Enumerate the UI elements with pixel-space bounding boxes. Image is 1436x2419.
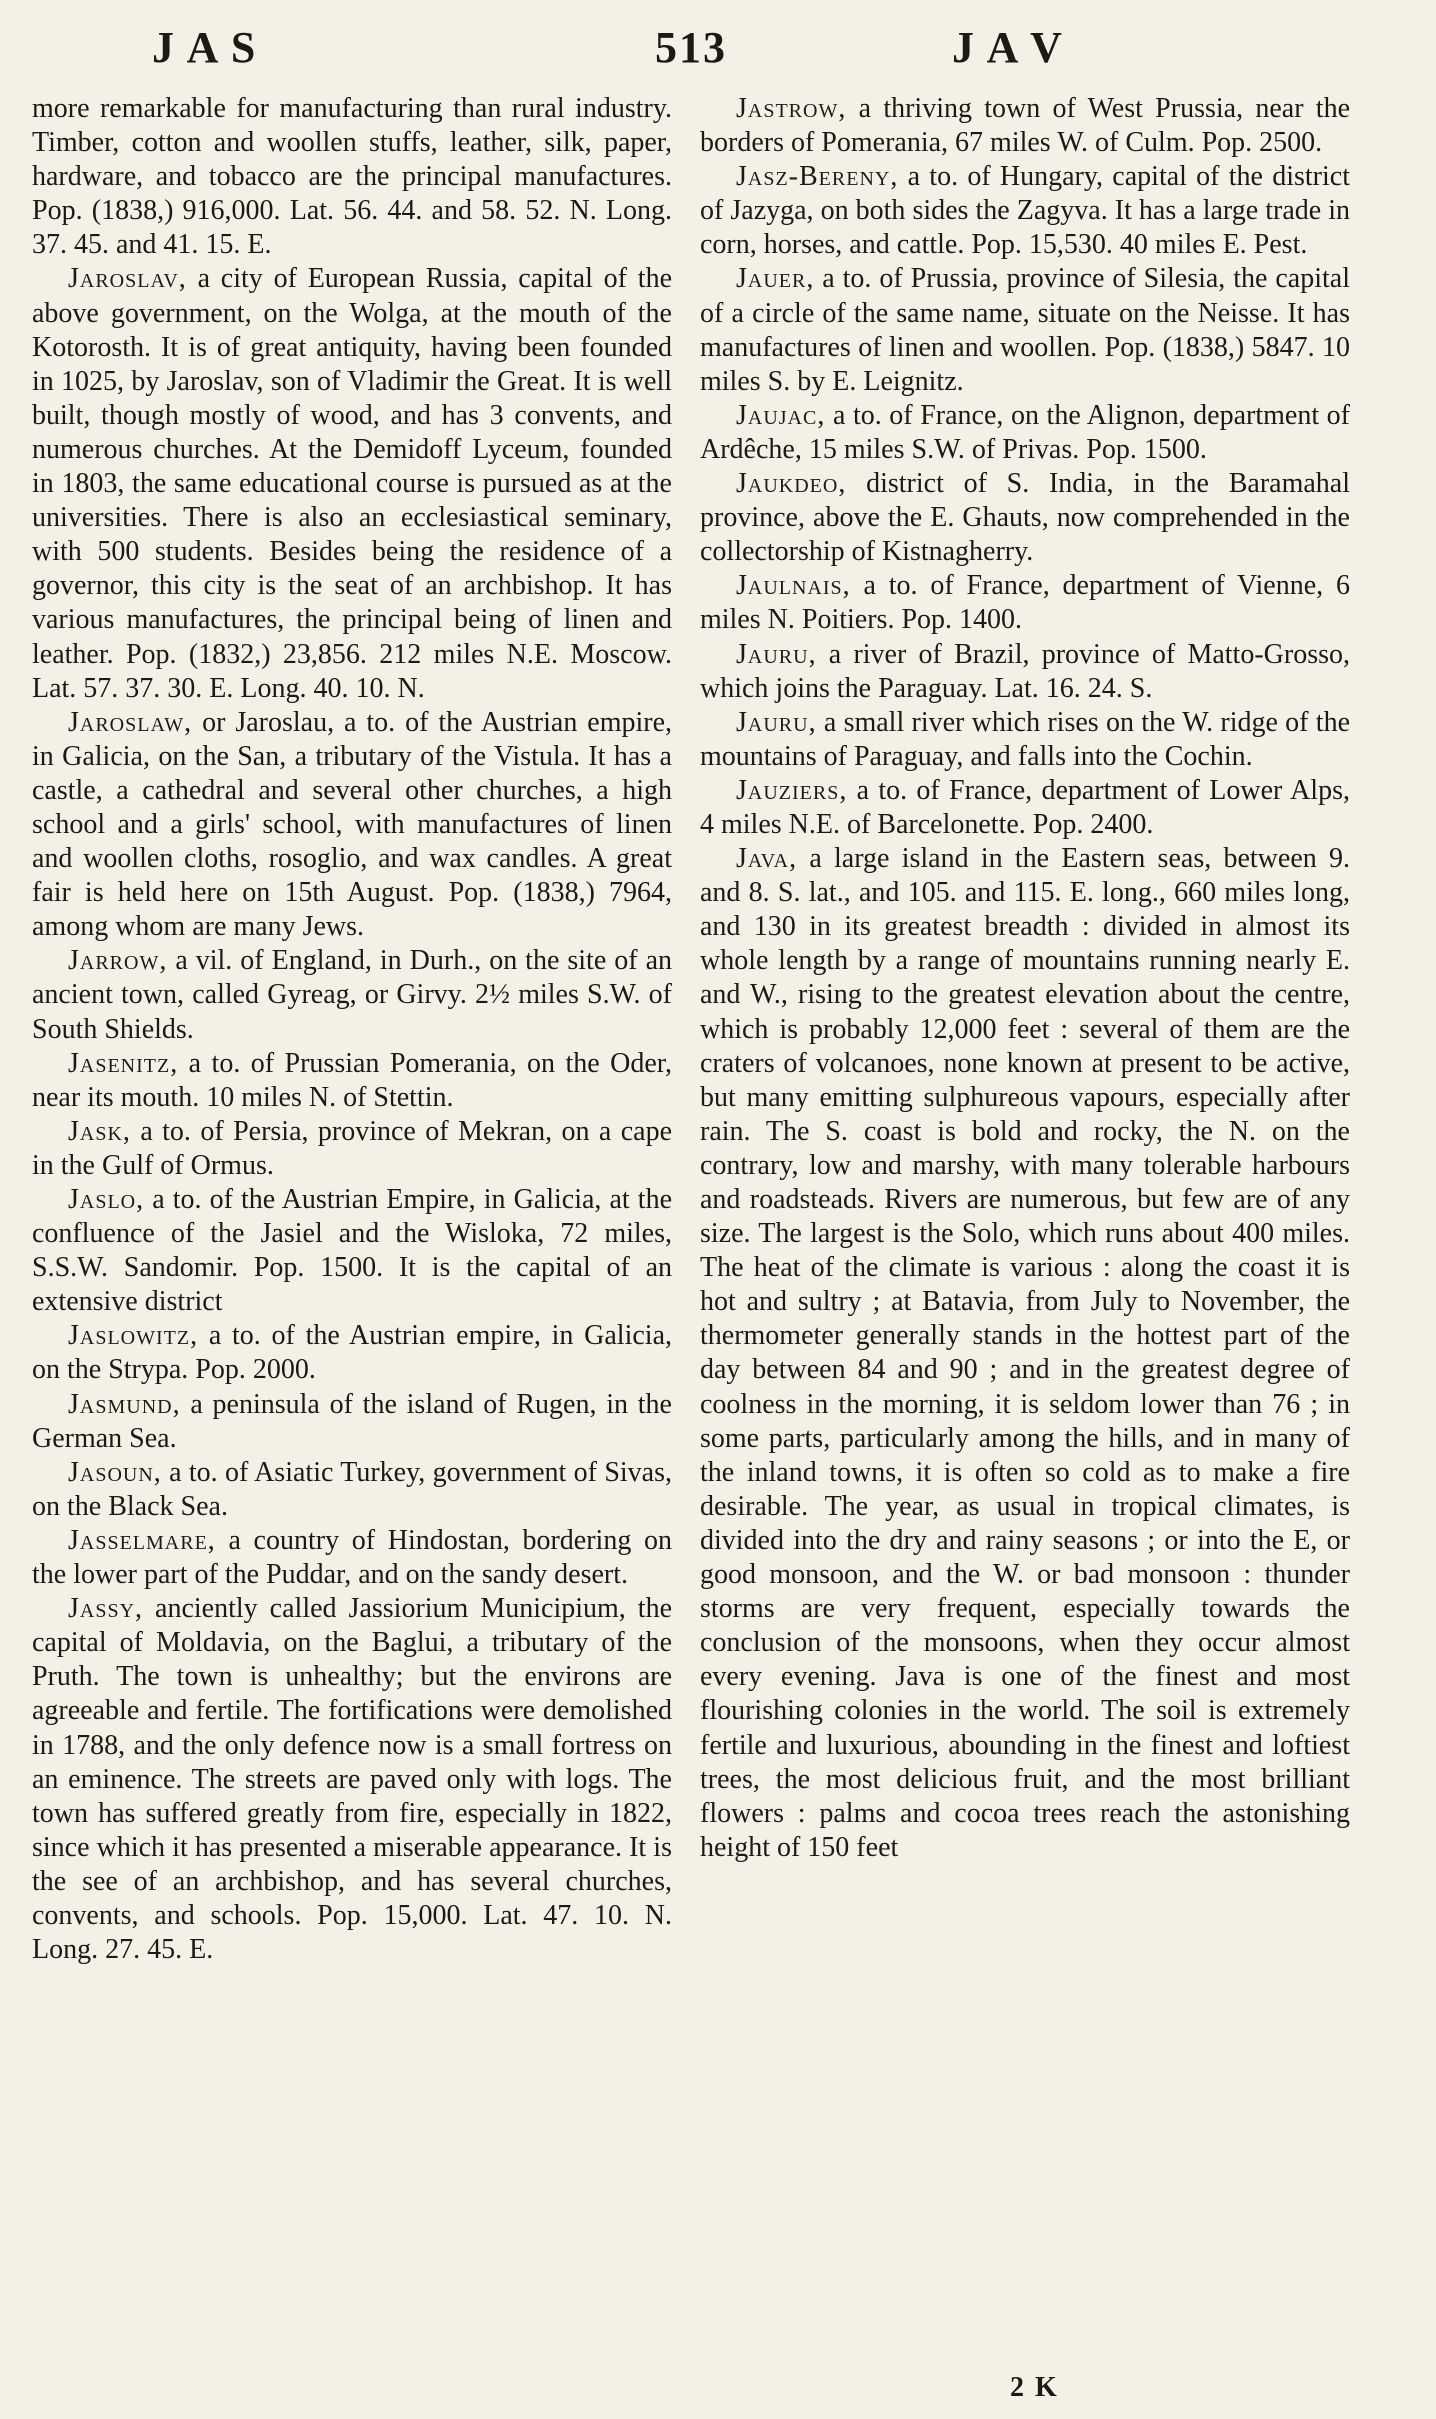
entry-headword: Jauziers, [736, 774, 848, 806]
entry-headword: Jaslowitz, [68, 1320, 199, 1352]
entry-text: a to. of Persia, province of Mekran, on a cape in the Gulf of Ormus. [32, 1115, 672, 1181]
entry-headword: Jauru, [736, 638, 817, 670]
dictionary-entry [700, 842, 1350, 1865]
running-header [0, 22, 1436, 82]
page-number: 513 [655, 23, 727, 72]
header-left: J A S [152, 23, 258, 72]
dictionary-entry [32, 262, 672, 705]
entry-text: a large island in the Eastern seas, between 9. and 8. S. lat., and 105. and 115. E. long., 660 miles long, and 130 in its greatest breadth : divided in almost its whole length by a range of mountains running nearly E. and W., rising to the greatest elevation about the centre, which is probably 12,000 feet : several of them are the craters of volcanoes, none known at present to be active, but many emitting sulphureous vapours, especially after rain. The S. coast is bold and rocky, the N. on the contrary, low and marshy, with many tolerable harbours and roadsteads. Rivers are numerous, but few are of any size. The largest is the Solo, which runs about 400 miles. The heat of the climate is various : along the coast it is hot and sultry ; at Batavia, from July to November, the thermometer generally stands in the hottest part of the day between 84 and 90 ; and in the greatest degree of coolness in the morning, it is seldom lower than 76 ; in some parts, particularly among the hills, and in many of the inland towns, it is often so cold as to make a fire desirable. The year, as usual in tropical climates, is divided into the dry and rainy seasons ; or into the E, or good monsoon, and the W. or bad monsoon : thunder storms are very frequent, especially towards the conclusion of the monsoons, when they occur almost every evening. Java is one of the finest and most flourishing colonies in the world. The soil is extremely fertile and luxurious, abounding in the finest and loftiest trees, the most delicious fruit, and the most brilliant flowers : palms and cocoa trees reach the astonishing height of 150 feet [700, 843, 1350, 1863]
entry-headword: Jasz-Bereny, [736, 161, 899, 193]
left-column [32, 92, 672, 2352]
dictionary-entry [32, 1115, 672, 1183]
entry-text: a peninsula of the island of Rugen, in the German Sea. [32, 1388, 672, 1454]
entry-text: a river of Brazil, province of Matto-Grosso, which joins the Paraguay. Lat. 16. 24. S. [700, 638, 1350, 704]
entry-text: a country of Hindostan, bordering on the lower part of the Puddar, and on the sandy desert. [32, 1524, 672, 1591]
entry-text: anciently called Jassiorium Municipium, the capital of Moldavia, on the Baglui, a tributary of the Pruth. The town is unhealthy; but the environs are agreeable and fertile. The fortifications were demolished in 1788, and the only defence now is a small fortress on an eminence. The streets are paved only with logs. The town has suffered greatly from fire, especially in 1822, since which it has presented a miserable appearance. It is the see of an archbishop, and has several churches, convents, and schools. Pop. 15,000. Lat. 47. 10. N. Long. 27. 45. E. [32, 1593, 672, 1966]
entry-headword: Jaroslaw, [68, 706, 193, 738]
signature-mark: 2 K [1010, 2372, 1059, 2403]
dictionary-entry [700, 160, 1350, 262]
right-column [700, 92, 1350, 2352]
entry-headword: Jassy, [68, 1593, 144, 1625]
entry-headword: Java, [736, 843, 798, 875]
entry-text: or Jaroslau, a to. of the Austrian empire, in Galicia, on the San, a tributary of the Vistula. It has a castle, a cathedral and several other churches, a high school and a girls' school, with manufactures of linen and woollen cloths, rosoglio, and wax candles. A great fair is held here on 15th August. Pop. (1838,) 7964, among whom are many Jews. [32, 706, 672, 943]
dictionary-entry [32, 1388, 672, 1456]
entry-text: a to. of France, department of Vienne, 6 miles N. Poitiers. Pop. 1400. [700, 570, 1350, 636]
entry-text: a small river which rises on the W. ridge of the mountains of Paraguay, and falls into the Cochin. [700, 706, 1350, 772]
dictionary-entry [32, 1047, 672, 1115]
dictionary-entry [700, 262, 1350, 398]
entry-headword: Jarrow, [68, 945, 168, 977]
dictionary-entry [32, 92, 672, 262]
dictionary-entry [32, 1524, 672, 1592]
entry-text: district of S. India, in the Baramahal province, above the E. Ghauts, now comprehended in the collectorship of Kistnagherry. [700, 468, 1350, 568]
entry-text: a to. of Prussian Pomerania, on the Oder, near its mouth. 10 miles N. of Stettin. [32, 1047, 672, 1113]
entry-text: a to. of France, department of Lower Alps, 4 miles N.E. of Barcelonette. Pop. 2400. [700, 774, 1350, 840]
entry-text: more remarkable for manufacturing than rural industry. Timber, cotton and woollen stuffs, leather, silk, paper, hardware, and tobacco are the principal manufactures. Pop. (1838,) 916,000. Lat. 56. 44. and 58. 52. N. Long. 37. 45. and 41. 15. E. [32, 93, 672, 261]
dictionary-entry [32, 944, 672, 1046]
entry-text: a to. of the Austrian empire, in Galicia, on the Strypa. Pop. 2000. [32, 1320, 672, 1386]
entry-headword: Jasselmare, [68, 1524, 216, 1556]
entry-text: a thriving town of West Prussia, near the borders of Pomerania, 67 miles W. of Culm. Pop. 2500. [700, 93, 1350, 159]
dictionary-entry [32, 1183, 672, 1319]
entry-headword: Jaslo, [68, 1184, 145, 1215]
entry-headword: Jask, [68, 1115, 131, 1147]
entry-headword: Jasoun, [68, 1456, 162, 1488]
dictionary-entry [32, 1592, 672, 1967]
entry-headword: Jasenitz, [68, 1047, 179, 1079]
entry-text: a to. of the Austrian Empire, in Galicia, at the confluence of the Jasiel and the Wisloka, 72 miles, S.S.W. Sandomir. Pop. 1500. It is the capital of an extensive district [32, 1184, 672, 1318]
header-right: J A V [952, 23, 1064, 72]
dictionary-entry [700, 399, 1350, 467]
dictionary-entry [700, 638, 1350, 706]
entry-headword: Jasmund, [68, 1388, 181, 1420]
entry-text: a to. of Hungary, capital of the district of Jazyga, on both sides the Zagyva. It has a large trade in corn, horses, and cattle. Pop. 15,530. 40 miles E. Pest. [700, 161, 1350, 261]
entry-text: a to. of Asiatic Turkey, government of Sivas, on the Black Sea. [32, 1456, 672, 1522]
entry-headword: Jaukdeo, [736, 468, 847, 500]
dictionary-entry [700, 569, 1350, 637]
dictionary-entry [700, 774, 1350, 842]
dictionary-entry [700, 706, 1350, 774]
entry-headword: Jastrow, [736, 93, 847, 124]
dictionary-entry [700, 467, 1350, 569]
entry-text: a to. of France, on the Alignon, department of Ardêche, 15 miles S.W. of Privas. Pop. 1500. [700, 399, 1350, 465]
dictionary-entry [700, 92, 1350, 160]
entry-headword: Jauru, [736, 706, 817, 738]
entry-headword: Jauer, [736, 263, 815, 295]
entry-headword: Jaulnais, [736, 570, 851, 602]
dictionary-entry [32, 706, 672, 945]
dictionary-entry [32, 1319, 672, 1387]
entry-headword: Jaroslav, [68, 263, 187, 295]
entry-text: a city of European Russia, capital of the above government, on the Wolga, at the mouth of the Kotorosth. It is of great antiquity, having been founded in 1025, by Jaroslav, son of Vladimir the Great. It is well built, though mostly of wood, and has 3 convents, and numerous churches. At the Demidoff Lyceum, founded in 1803, the same educational course is pursued as at the universities. There is also an ecclesiastical seminary, with 500 students. Besides being the residence of a governor, this city is the seat of an archbishop. It has various manufactures, the principal being of linen and leather. Pop. (1832,) 23,856. 212 miles N.E. Moscow. Lat. 57. 37. 30. E. Long. 40. 10. N. [32, 263, 672, 704]
entry-text: a to. of Prussia, province of Silesia, the capital of a circle of the same name, situate on the Neisse. It has manufactures of linen and woollen. Pop. (1838,) 5847. 10 miles S. by E. Leignitz. [700, 263, 1350, 397]
dictionary-entry [32, 1456, 672, 1524]
entry-text: a vil. of England, in Durh., on the site of an ancient town, called Gyreag, or Girvy. 2½ miles S.W. of South Shields. [32, 945, 672, 1045]
entry-headword: Jaujac, [736, 399, 826, 431]
